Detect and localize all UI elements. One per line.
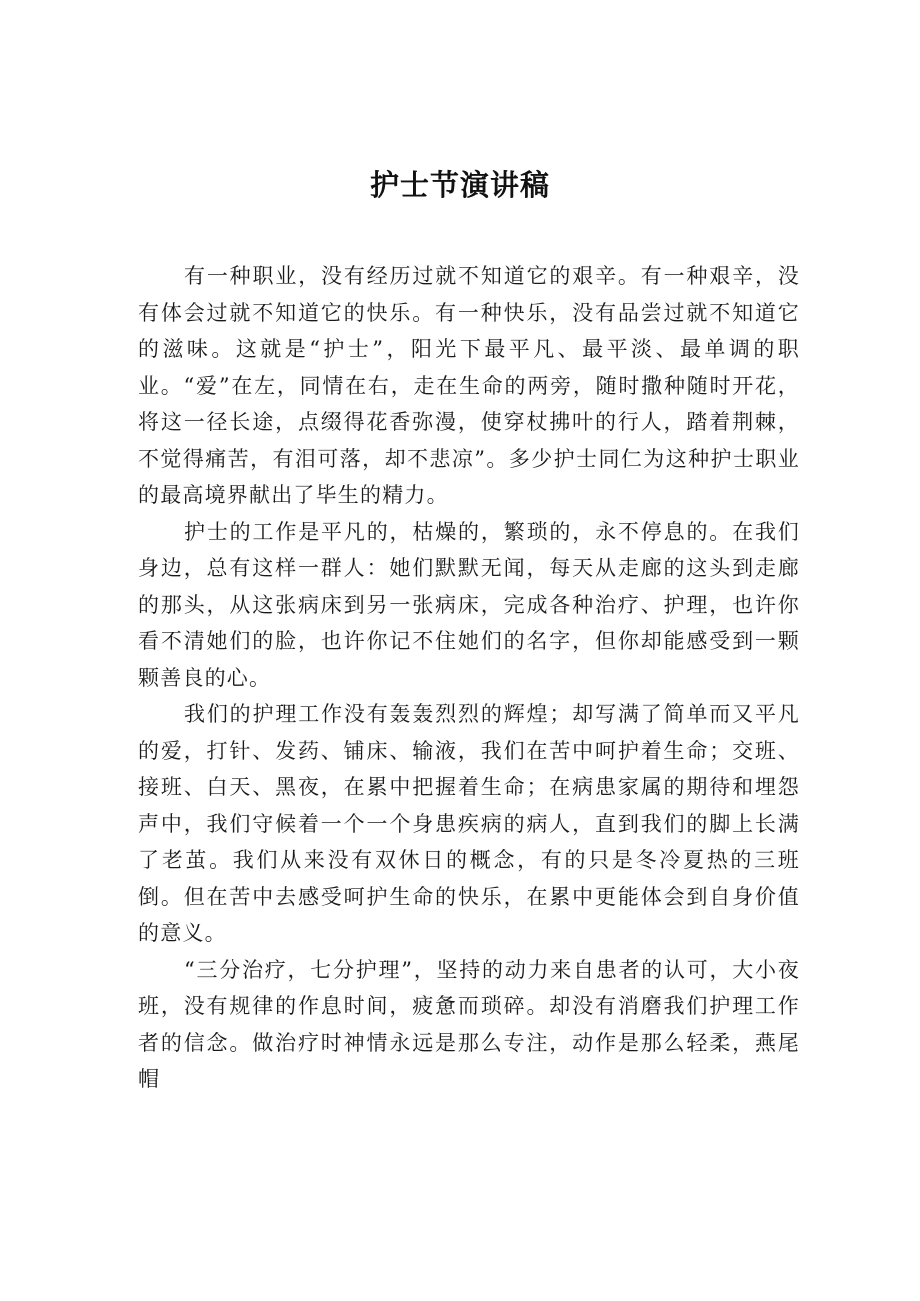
document-title: 护士节演讲稿 bbox=[369, 168, 550, 202]
document-body bbox=[138, 258, 800, 1098]
paragraph-2: 护士的工作是平凡的，枯燥的，繁琐的，永不停息的。在我们身边，总有这样一群人：她们默默无闻，每天从走廊的这头到走廊的那头，从这张病床到另一张病床，完成各种治疗、护理，也许你看不清她们的脸，也许你记不住她们的名字，但你却能感受到一颗颗善良的心。 bbox=[138, 519, 800, 690]
paragraph-4: “三分治疗，七分护理”，坚持的动力来自患者的认可，大小夜班，没有规律的作息时间，疲惫而琐碎。却没有消磨我们护理工作者的信念。做治疗时神情永远是那么专注，动作是那么轻柔，燕尾帽 bbox=[138, 957, 800, 1091]
paragraph-3: 我们的护理工作没有轰轰烈烈的辉煌；却写满了简单而又平凡的爱，打针、发药、铺床、输液，我们在苦中呵护着生命；交班、接班、白天、黑夜，在累中把握着生命；在病患家属的期待和埋怨声中，我们守候着一个一个身患疾病的病人，直到我们的脚上长满了老茧。我们从来没有双休日的概念，有的只是冬冷夏热的三班倒。但在苦中去感受呵护生命的快乐，在累中更能体会到自身价值的意义。 bbox=[138, 702, 800, 945]
paragraph-1: 有一种职业，没有经历过就不知道它的艰辛。有一种艰辛，没有体会过就不知道它的快乐。有一种快乐，没有品尝过就不知道它的滋味。这就是“护士”，阳光下最平凡、最平淡、最单调的职业。“爱”在左，同情在右，走在生命的两旁，随时撒种随时开花，将这一径长途，点缀得花香弥漫，使穿杖拂叶的行人，踏着荆棘，不觉得痛苦，有泪可落，却不悲凉”。多少护士同仁为这种护士职业的最高境界献出了毕生的精力。 bbox=[138, 264, 800, 507]
